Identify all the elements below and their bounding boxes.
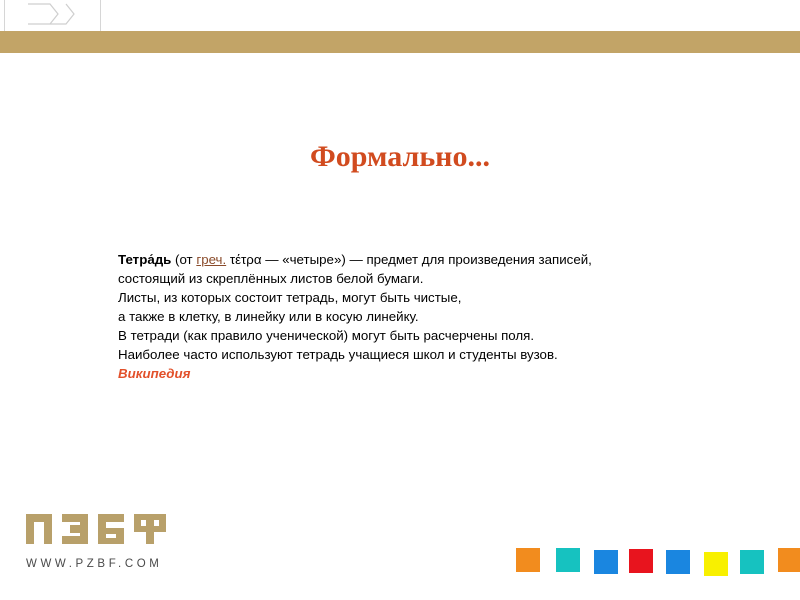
color-square bbox=[556, 548, 580, 572]
color-square bbox=[516, 548, 540, 572]
article-line: В тетради (как правило ученической) могут быть расчерчены поля. bbox=[118, 328, 535, 343]
header-rule-left bbox=[4, 0, 5, 31]
source-label: Википедия bbox=[118, 366, 191, 381]
article-line: Листы, из которых состоит тетрадь, могут быть чистые, bbox=[118, 290, 462, 305]
header-band bbox=[0, 0, 800, 54]
article-intro-before-link: (от bbox=[171, 252, 197, 267]
color-square bbox=[666, 550, 690, 574]
article-line: а также в клетку, в линейку или в косую линейку. bbox=[118, 309, 419, 324]
article-intro-after-link: τέτρα — «четыре») — предмет для произведения записей, bbox=[226, 252, 592, 267]
article-text bbox=[118, 250, 758, 383]
color-square bbox=[704, 552, 728, 576]
gold-header-bar bbox=[0, 31, 800, 53]
article-first-line bbox=[118, 250, 758, 269]
article-line: Наиболее часто используют тетрадь учащиеся школ и студенты вузов. bbox=[118, 347, 558, 362]
arrow-tab-icon bbox=[28, 2, 108, 32]
slide-title: Формально... bbox=[310, 140, 490, 173]
color-square bbox=[778, 548, 800, 572]
color-square bbox=[629, 549, 653, 573]
greek-link[interactable]: греч. bbox=[196, 252, 227, 267]
pzbf-logo bbox=[26, 514, 166, 544]
pzbf-logo-glyphs bbox=[26, 514, 166, 544]
color-square bbox=[740, 550, 764, 574]
brand-url[interactable]: WWW.PZBF.COM bbox=[26, 558, 163, 570]
color-square bbox=[594, 550, 618, 574]
article-term: Тетра́дь bbox=[118, 252, 172, 267]
article-line: состоящий из скреплённых листов белой бумаги. bbox=[118, 271, 424, 286]
color-squares bbox=[516, 548, 800, 578]
